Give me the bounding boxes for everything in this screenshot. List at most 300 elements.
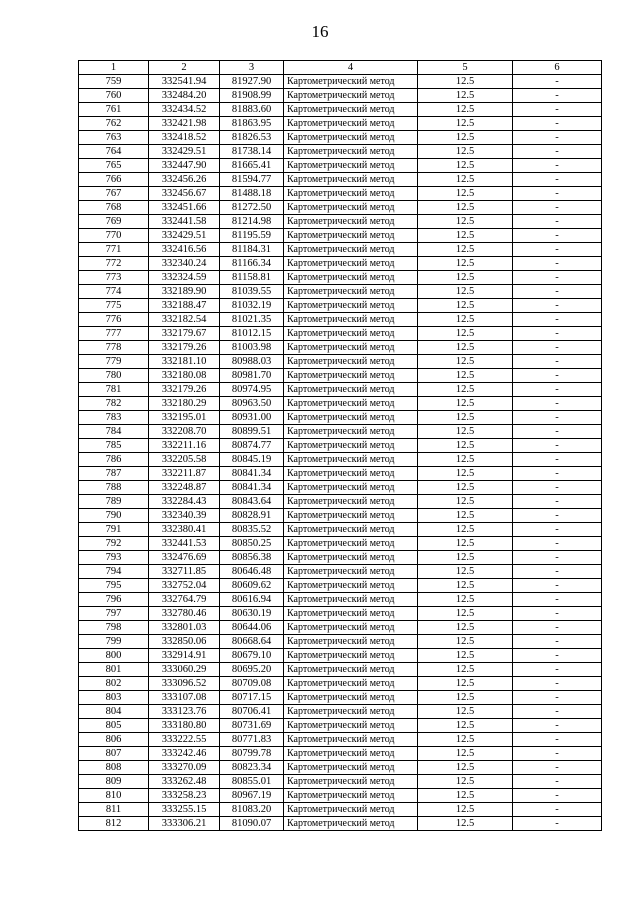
point-number-cell: 782 [79,397,149,411]
point-number-cell: 772 [79,257,149,271]
x-coordinate-cell: 332188.47 [149,299,220,313]
point-number-cell: 789 [79,495,149,509]
note-cell: - [513,817,602,831]
note-cell: - [513,411,602,425]
y-coordinate-cell: 80668.64 [220,635,284,649]
note-cell: - [513,523,602,537]
x-coordinate-cell: 332429.51 [149,145,220,159]
method-cell: Картометрический метод [284,355,418,369]
accuracy-cell: 12.5 [418,299,513,313]
accuracy-cell: 12.5 [418,201,513,215]
table-row [79,663,602,677]
table-row [79,523,602,537]
y-coordinate-cell: 80731.69 [220,719,284,733]
note-cell: - [513,341,602,355]
method-cell: Картометрический метод [284,607,418,621]
point-number-cell: 775 [79,299,149,313]
note-cell: - [513,635,602,649]
table-row [79,733,602,747]
y-coordinate-cell: 80695.20 [220,663,284,677]
note-cell: - [513,75,602,89]
point-number-cell: 804 [79,705,149,719]
note-cell: - [513,565,602,579]
accuracy-cell: 12.5 [418,313,513,327]
accuracy-cell: 12.5 [418,467,513,481]
x-coordinate-cell: 333255.15 [149,803,220,817]
table-row [79,705,602,719]
x-coordinate-cell: 333123.76 [149,705,220,719]
y-coordinate-cell: 81083.20 [220,803,284,817]
y-coordinate-cell: 80630.19 [220,607,284,621]
column-header-5: 5 [418,61,513,75]
table-row [79,537,602,551]
point-number-cell: 771 [79,243,149,257]
y-coordinate-cell: 81090.07 [220,817,284,831]
note-cell: - [513,229,602,243]
point-number-cell: 808 [79,761,149,775]
method-cell: Картометрический метод [284,509,418,523]
note-cell: - [513,453,602,467]
point-number-cell: 801 [79,663,149,677]
x-coordinate-cell: 333306.21 [149,817,220,831]
accuracy-cell: 12.5 [418,439,513,453]
method-cell: Картометрический метод [284,397,418,411]
table-row [79,173,602,187]
y-coordinate-cell: 80616.94 [220,593,284,607]
point-number-cell: 767 [79,187,149,201]
y-coordinate-cell: 81826.53 [220,131,284,145]
table-row [79,579,602,593]
accuracy-cell: 12.5 [418,229,513,243]
x-coordinate-cell: 332211.87 [149,467,220,481]
accuracy-cell: 12.5 [418,103,513,117]
point-number-cell: 793 [79,551,149,565]
y-coordinate-cell: 81883.60 [220,103,284,117]
y-coordinate-cell: 81863.95 [220,117,284,131]
y-coordinate-cell: 80706.41 [220,705,284,719]
method-cell: Картометрический метод [284,621,418,635]
note-cell: - [513,719,602,733]
x-coordinate-cell: 332421.98 [149,117,220,131]
method-cell: Картометрический метод [284,789,418,803]
point-number-cell: 761 [79,103,149,117]
accuracy-cell: 12.5 [418,565,513,579]
table-row [79,383,602,397]
point-number-cell: 768 [79,201,149,215]
note-cell: - [513,607,602,621]
method-cell: Картометрический метод [284,243,418,257]
point-number-cell: 806 [79,733,149,747]
accuracy-cell: 12.5 [418,425,513,439]
x-coordinate-cell: 332850.06 [149,635,220,649]
note-cell: - [513,117,602,131]
table-row [79,411,602,425]
x-coordinate-cell: 332456.26 [149,173,220,187]
method-cell: Картометрический метод [284,775,418,789]
accuracy-cell: 12.5 [418,817,513,831]
accuracy-cell: 12.5 [418,453,513,467]
point-number-cell: 773 [79,271,149,285]
y-coordinate-cell: 80644.06 [220,621,284,635]
y-coordinate-cell: 80963.50 [220,397,284,411]
method-cell: Картометрический метод [284,537,418,551]
x-coordinate-cell: 332179.26 [149,383,220,397]
table-row [79,453,602,467]
table-row [79,481,602,495]
y-coordinate-cell: 80823.34 [220,761,284,775]
note-cell: - [513,691,602,705]
x-coordinate-cell: 333222.55 [149,733,220,747]
method-cell: Картометрический метод [284,215,418,229]
table-row [79,313,602,327]
table-row [79,649,602,663]
point-number-cell: 811 [79,803,149,817]
note-cell: - [513,131,602,145]
page-number: 16 [311,22,329,41]
method-cell: Картометрический метод [284,313,418,327]
note-cell: - [513,551,602,565]
x-coordinate-cell: 332180.29 [149,397,220,411]
note-cell: - [513,747,602,761]
point-number-cell: 787 [79,467,149,481]
accuracy-cell: 12.5 [418,537,513,551]
y-coordinate-cell: 81927.90 [220,75,284,89]
y-coordinate-cell: 81158.81 [220,271,284,285]
note-cell: - [513,579,602,593]
method-cell: Картометрический метод [284,75,418,89]
y-coordinate-cell: 80717.15 [220,691,284,705]
y-coordinate-cell: 80856.38 [220,551,284,565]
y-coordinate-cell: 80835.52 [220,523,284,537]
method-cell: Картометрический метод [284,425,418,439]
table-row [79,397,602,411]
table-row [79,551,602,565]
point-number-cell: 790 [79,509,149,523]
table-row [79,131,602,145]
accuracy-cell: 12.5 [418,719,513,733]
y-coordinate-cell: 80981.70 [220,369,284,383]
point-number-cell: 770 [79,229,149,243]
accuracy-cell: 12.5 [418,803,513,817]
y-coordinate-cell: 81039.55 [220,285,284,299]
table-row [79,75,602,89]
table-row [79,761,602,775]
accuracy-cell: 12.5 [418,691,513,705]
point-number-cell: 780 [79,369,149,383]
column-header-6: 6 [513,61,602,75]
point-number-cell: 786 [79,453,149,467]
table-row [79,257,602,271]
table-row [79,369,602,383]
note-cell: - [513,383,602,397]
point-number-cell: 802 [79,677,149,691]
accuracy-cell: 12.5 [418,593,513,607]
accuracy-cell: 12.5 [418,271,513,285]
table-row [79,593,602,607]
method-cell: Картометрический метод [284,131,418,145]
table-row [79,425,602,439]
point-number-cell: 763 [79,131,149,145]
method-cell: Картометрический метод [284,257,418,271]
method-cell: Картометрический метод [284,551,418,565]
accuracy-cell: 12.5 [418,117,513,131]
table-row [79,691,602,705]
x-coordinate-cell: 332340.24 [149,257,220,271]
table-header-row [79,61,602,75]
y-coordinate-cell: 81032.19 [220,299,284,313]
y-coordinate-cell: 81166.34 [220,257,284,271]
table-row [79,271,602,285]
note-cell: - [513,593,602,607]
x-coordinate-cell: 332284.43 [149,495,220,509]
method-cell: Картометрический метод [284,271,418,285]
method-cell: Картометрический метод [284,705,418,719]
method-cell: Картометрический метод [284,663,418,677]
note-cell: - [513,173,602,187]
method-cell: Картометрический метод [284,327,418,341]
point-number-cell: 797 [79,607,149,621]
point-number-cell: 791 [79,523,149,537]
method-cell: Картометрический метод [284,103,418,117]
point-number-cell: 794 [79,565,149,579]
y-coordinate-cell: 80828.91 [220,509,284,523]
accuracy-cell: 12.5 [418,789,513,803]
x-coordinate-cell: 332451.66 [149,201,220,215]
point-number-cell: 792 [79,537,149,551]
note-cell: - [513,481,602,495]
method-cell: Картометрический метод [284,383,418,397]
y-coordinate-cell: 81195.59 [220,229,284,243]
table-row [79,285,602,299]
note-cell: - [513,313,602,327]
method-cell: Картометрический метод [284,817,418,831]
x-coordinate-cell: 332764.79 [149,593,220,607]
x-coordinate-cell: 333060.29 [149,663,220,677]
method-cell: Картометрический метод [284,803,418,817]
table-row [79,299,602,313]
table-row [79,747,602,761]
x-coordinate-cell: 332180.08 [149,369,220,383]
x-coordinate-cell: 333107.08 [149,691,220,705]
table-row [79,355,602,369]
note-cell: - [513,299,602,313]
x-coordinate-cell: 332189.90 [149,285,220,299]
y-coordinate-cell: 81184.31 [220,243,284,257]
point-number-cell: 764 [79,145,149,159]
x-coordinate-cell: 332429.51 [149,229,220,243]
x-coordinate-cell: 333242.46 [149,747,220,761]
y-coordinate-cell: 80771.83 [220,733,284,747]
accuracy-cell: 12.5 [418,649,513,663]
y-coordinate-cell: 80841.34 [220,467,284,481]
point-number-cell: 807 [79,747,149,761]
point-number-cell: 776 [79,313,149,327]
method-cell: Картометрический метод [284,467,418,481]
table-row [79,509,602,523]
note-cell: - [513,243,602,257]
coordinates-table [78,60,602,831]
y-coordinate-cell: 80988.03 [220,355,284,369]
x-coordinate-cell: 332456.67 [149,187,220,201]
y-coordinate-cell: 80646.48 [220,565,284,579]
table-row [79,117,602,131]
accuracy-cell: 12.5 [418,397,513,411]
point-number-cell: 778 [79,341,149,355]
point-number-cell: 803 [79,691,149,705]
x-coordinate-cell: 332208.70 [149,425,220,439]
note-cell: - [513,649,602,663]
x-coordinate-cell: 333096.52 [149,677,220,691]
y-coordinate-cell: 80709.08 [220,677,284,691]
table-row [79,817,602,831]
note-cell: - [513,187,602,201]
accuracy-cell: 12.5 [418,369,513,383]
x-coordinate-cell: 332780.46 [149,607,220,621]
accuracy-cell: 12.5 [418,131,513,145]
table-row [79,341,602,355]
method-cell: Картометрический метод [284,411,418,425]
table-row [79,775,602,789]
note-cell: - [513,89,602,103]
x-coordinate-cell: 332476.69 [149,551,220,565]
y-coordinate-cell: 81594.77 [220,173,284,187]
table-row [79,159,602,173]
note-cell: - [513,677,602,691]
x-coordinate-cell: 332179.67 [149,327,220,341]
x-coordinate-cell: 332205.58 [149,453,220,467]
note-cell: - [513,355,602,369]
y-coordinate-cell: 81003.98 [220,341,284,355]
column-header-3: 3 [220,61,284,75]
accuracy-cell: 12.5 [418,481,513,495]
point-number-cell: 809 [79,775,149,789]
point-number-cell: 765 [79,159,149,173]
y-coordinate-cell: 81021.35 [220,313,284,327]
point-number-cell: 783 [79,411,149,425]
point-number-cell: 769 [79,215,149,229]
accuracy-cell: 12.5 [418,509,513,523]
x-coordinate-cell: 333258.23 [149,789,220,803]
accuracy-cell: 12.5 [418,579,513,593]
y-coordinate-cell: 81272.50 [220,201,284,215]
table-row [79,621,602,635]
note-cell: - [513,397,602,411]
y-coordinate-cell: 80850.25 [220,537,284,551]
accuracy-cell: 12.5 [418,705,513,719]
y-coordinate-cell: 80931.00 [220,411,284,425]
x-coordinate-cell: 332181.10 [149,355,220,369]
x-coordinate-cell: 332211.16 [149,439,220,453]
table-row [79,243,602,257]
table-row [79,201,602,215]
note-cell: - [513,775,602,789]
y-coordinate-cell: 80974.95 [220,383,284,397]
table-row [79,187,602,201]
point-number-cell: 781 [79,383,149,397]
x-coordinate-cell: 333180.80 [149,719,220,733]
x-coordinate-cell: 332711.85 [149,565,220,579]
point-number-cell: 777 [79,327,149,341]
note-cell: - [513,705,602,719]
note-cell: - [513,103,602,117]
method-cell: Картометрический метод [284,117,418,131]
column-header-1: 1 [79,61,149,75]
note-cell: - [513,369,602,383]
accuracy-cell: 12.5 [418,663,513,677]
point-number-cell: 805 [79,719,149,733]
table-row [79,103,602,117]
method-cell: Картометрический метод [284,341,418,355]
accuracy-cell: 12.5 [418,243,513,257]
table-row [79,607,602,621]
method-cell: Картометрический метод [284,369,418,383]
method-cell: Картометрический метод [284,453,418,467]
method-cell: Картометрический метод [284,733,418,747]
y-coordinate-cell: 80799.78 [220,747,284,761]
accuracy-cell: 12.5 [418,733,513,747]
method-cell: Картометрический метод [284,593,418,607]
y-coordinate-cell: 80845.19 [220,453,284,467]
method-cell: Картометрический метод [284,747,418,761]
method-cell: Картометрический метод [284,481,418,495]
accuracy-cell: 12.5 [418,145,513,159]
note-cell: - [513,159,602,173]
accuracy-cell: 12.5 [418,607,513,621]
accuracy-cell: 12.5 [418,551,513,565]
method-cell: Картометрический метод [284,145,418,159]
point-number-cell: 774 [79,285,149,299]
x-coordinate-cell: 332248.87 [149,481,220,495]
accuracy-cell: 12.5 [418,159,513,173]
note-cell: - [513,789,602,803]
accuracy-cell: 12.5 [418,761,513,775]
method-cell: Картометрический метод [284,89,418,103]
point-number-cell: 779 [79,355,149,369]
x-coordinate-cell: 332416.56 [149,243,220,257]
y-coordinate-cell: 81488.18 [220,187,284,201]
table-row [79,635,602,649]
accuracy-cell: 12.5 [418,341,513,355]
accuracy-cell: 12.5 [418,747,513,761]
point-number-cell: 798 [79,621,149,635]
note-cell: - [513,215,602,229]
y-coordinate-cell: 80609.62 [220,579,284,593]
table-row [79,229,602,243]
point-number-cell: 788 [79,481,149,495]
table-row [79,803,602,817]
x-coordinate-cell: 333262.48 [149,775,220,789]
accuracy-cell: 12.5 [418,257,513,271]
table-row [79,495,602,509]
y-coordinate-cell: 81738.14 [220,145,284,159]
point-number-cell: 784 [79,425,149,439]
note-cell: - [513,803,602,817]
accuracy-cell: 12.5 [418,621,513,635]
y-coordinate-cell: 80843.64 [220,495,284,509]
note-cell: - [513,145,602,159]
table-row [79,719,602,733]
method-cell: Картометрический метод [284,719,418,733]
y-coordinate-cell: 81214.98 [220,215,284,229]
method-cell: Картометрический метод [284,565,418,579]
x-coordinate-cell: 332182.54 [149,313,220,327]
method-cell: Картометрический метод [284,299,418,313]
note-cell: - [513,285,602,299]
table-row [79,145,602,159]
method-cell: Картометрический метод [284,495,418,509]
method-cell: Картометрический метод [284,579,418,593]
x-coordinate-cell: 332340.39 [149,509,220,523]
